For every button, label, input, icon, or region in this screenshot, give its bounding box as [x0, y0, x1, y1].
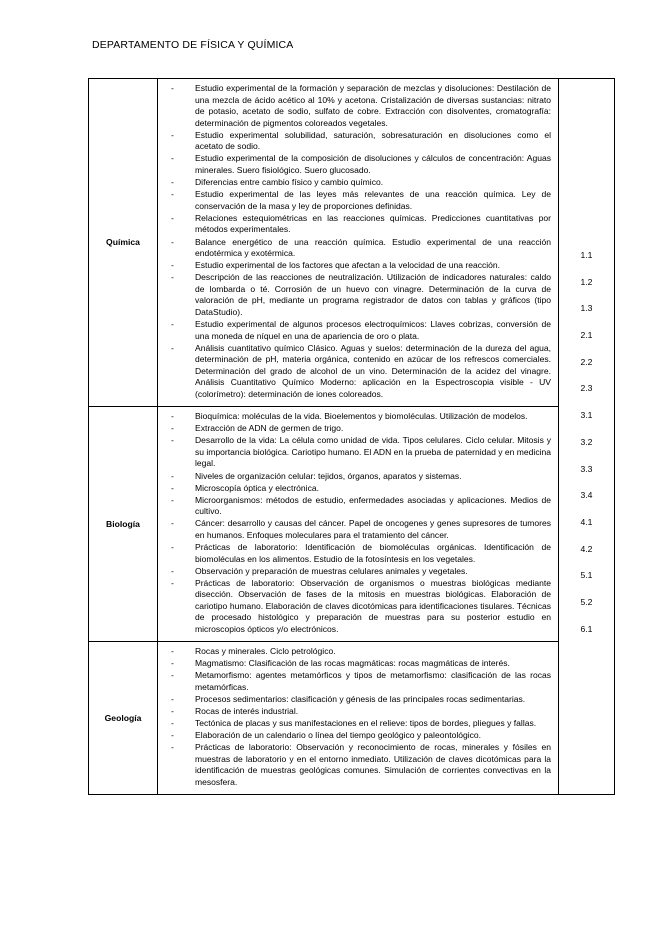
subject-rows-container — [89, 79, 559, 794]
item-list-quimica — [164, 83, 551, 401]
list-item: - Estudio experimental solubilidad, saturación, sobresaturación en disoluciones como el acetato de sodio. — [164, 130, 551, 153]
criteria-code: 1.1 — [580, 250, 593, 260]
list-item: - Tectónica de placas y sus manifestaciones en el relieve: tipos de bordes, pliegues y fallas. — [164, 718, 551, 730]
list-item: - Relaciones estequiométricas en las reacciones químicas. Predicciones cuantitativas por métodos experimentales. — [164, 213, 551, 236]
list-item: - Estudio experimental de algunos procesos electroquímicos: Llaves cobrizas, conversión de una moneda de níquel en una de apariencia de oro o plata. — [164, 319, 551, 342]
list-item: - Extracción de ADN de germen de trigo. — [164, 423, 551, 435]
list-item: - Estudio experimental de la composición de disoluciones y cálculos de concentración: Aguas minerales. Suero fisiológico. Suero glucosado. — [164, 153, 551, 176]
criteria-code: 3.1 — [580, 410, 593, 421]
page-header-title: DEPARTAMENTO DE FÍSICA Y QUÍMICA — [92, 39, 294, 51]
item-list-biologia — [164, 411, 551, 635]
subject-content-geologia — [158, 642, 558, 794]
item-list-geologia — [164, 646, 551, 788]
list-item: - Elaboración de un calendario o línea del tiempo geológico y paleontológico. — [164, 730, 551, 742]
list-item: - Microorganismos: métodos de estudio, enfermedades asociadas y aplicaciones. Medios de cultivo. — [164, 495, 551, 518]
subject-content-quimica — [158, 79, 558, 406]
criteria-code: 3.2 — [580, 436, 593, 447]
list-item: - Microscopía óptica y electrónica. — [164, 483, 551, 495]
criteria-code: 2.3 — [580, 383, 593, 394]
table-row-geologia — [89, 642, 558, 794]
criteria-code: 5.2 — [580, 596, 593, 607]
subject-label-biologia: Biología — [106, 518, 140, 529]
list-item: - Magmatismo: Clasificación de las rocas magmáticas: rocas magmáticas de interés. — [164, 658, 551, 670]
criteria-code: 3.4 — [580, 490, 593, 501]
criteria-code: 3.3 — [580, 463, 593, 474]
list-item: - Bioquímica: moléculas de la vida. Bioelementos y biomoléculas. Utilización de modelos. — [164, 411, 551, 423]
list-item: - Procesos sedimentarios: clasificación y génesis de las principales rocas sedimentarias. — [164, 694, 551, 706]
criteria-code: 4.1 — [580, 516, 593, 527]
list-item: - Estudio experimental de los factores que afectan a la velocidad de una reacción. — [164, 260, 551, 272]
list-item: - Metamorfismo: agentes metamórficos y tipos de metamorfismo: clasificación de las rocas metamórficas. — [164, 670, 551, 693]
subject-label-cell-quimica — [89, 79, 158, 406]
table-row-biologia — [89, 407, 558, 642]
curriculum-table — [88, 78, 615, 795]
list-item: - Descripción de las reacciones de neutralización. Utilización de indicadores naturales: caldo de lombarda o té. Corrosión de un huevo con vinagre. Determinación de la curva de valoración de pH, mediante un programa registrador de datos con tablas y gráficos (tipo DataStudio). — [164, 272, 551, 318]
criteria-code: 6.1 — [580, 623, 593, 634]
list-item: - Niveles de organización celular: tejidos, órganos, aparatos y sistemas. — [164, 471, 551, 483]
criteria-code: 1.2 — [580, 276, 593, 287]
subject-label-quimica: Química — [106, 237, 140, 248]
criteria-code: 5.1 — [580, 570, 593, 581]
list-item: - Estudio experimental de la formación y separación de mezclas y disoluciones: Destilación de una mezcla de ácido acético al 10% y acetona. Cristalización de diversas sustancias: nitrato de potasio, acetato de sodio, sulfato de cobre. Extracción con disolventes, cromatografía: determinación de pigmentos coloreados vegetales. — [164, 83, 551, 129]
criteria-code: 1.3 — [580, 303, 593, 314]
list-item: - Rocas y minerales. Ciclo petrológico. — [164, 646, 551, 658]
list-item: - Análisis cuantitativo químico Clásico. Aguas y suelos: determinación de la dureza del agua, determinación de pH, materia orgánica, contenido en azúcar de los refrescos comerciales. Determinación del grado de alcohol de un vino. Determinación de la acidez del vinagre. Análisis Cuantitativo Químico Moderno: aplicación en la Espectroscopia visible - UV (colorímetro): determinación de iones coloreados. — [164, 343, 551, 401]
criteria-codes-column — [559, 79, 614, 794]
list-item: - Observación y preparación de muestras celulares animales y vegetales. — [164, 566, 551, 578]
subject-label-geologia: Geología — [104, 712, 142, 723]
list-item: - Estudio experimental de las leyes más relevantes de una reacción química. Ley de conservación de la masa y ley de proporciones definidas. — [164, 189, 551, 212]
list-item: - Prácticas de laboratorio: Observación de organismos o muestras biológicas mediante disección. Observación de fases de la mitosis en muestras biológicas. Elaboración de cariotipo humano. Elaboración de claves dicotómicas para identificaciones tisulares. Técnicas de procesado histológico y preparación de muestras para su posterior estudio en microscopios ópticos y/o electrónicos. — [164, 578, 551, 636]
criteria-code: 2.1 — [580, 330, 593, 341]
criteria-code: 2.2 — [580, 356, 593, 367]
list-item: - Prácticas de laboratorio: Observación y reconocimiento de rocas, minerales y fósiles en muestras de laboratorio y en el entorno inmediato. Utilización de claves dicotómicas para la identificación de muestras geológicas comunes. Simulación de corrientes convectivas en la mesosfera. — [164, 742, 551, 788]
list-item: - Desarrollo de la vida: La célula como unidad de vida. Tipos celulares. Ciclo celular. Mitosis y su importancia biológica. Cariotipo humano. El ADN en la prueba de paternidad y en medicina legal. — [164, 435, 551, 470]
subject-content-biologia — [158, 407, 558, 641]
list-item: - Diferencias entre cambio físico y cambio químico. — [164, 177, 551, 189]
subject-label-cell-geologia — [89, 642, 158, 794]
list-item: - Cáncer: desarrollo y causas del cáncer. Papel de oncogenes y genes supresores de tumores en humanos. Enfoques moleculares para el tratamiento del cáncer. — [164, 518, 551, 541]
criteria-code: 4.2 — [580, 543, 593, 554]
list-item: - Prácticas de laboratorio: Identificación de biomoléculas orgánicas. Identificación de biomoléculas en los alimentos. Estudio de la fotosíntesis en los vegetales. — [164, 542, 551, 565]
table-row-quimica — [89, 79, 558, 407]
subject-label-cell-biologia — [89, 407, 158, 641]
list-item: - Rocas de interés industrial. — [164, 706, 551, 718]
list-item: - Balance energético de una reacción química. Estudio experimental de una reacción endotérmica y exotérmica. — [164, 237, 551, 260]
